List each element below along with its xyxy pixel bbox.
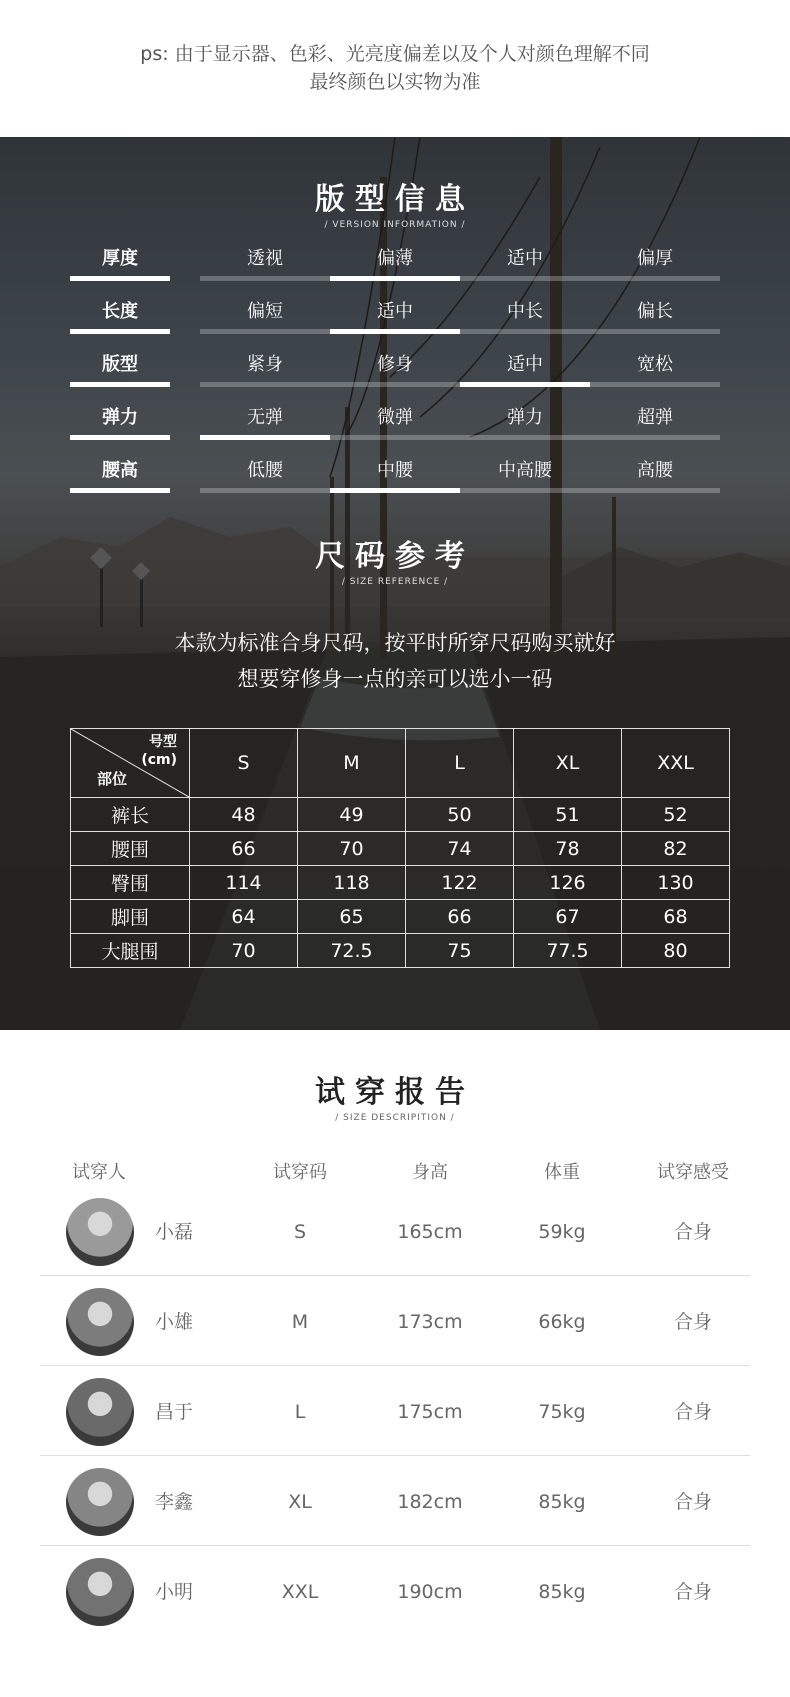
try-on-feel: 合身 bbox=[673, 1491, 712, 1513]
try-on-weight: 66kg bbox=[538, 1311, 586, 1333]
avatar bbox=[66, 1288, 134, 1356]
version-row-label: 厚度 bbox=[102, 248, 138, 269]
size-value-cell: 122 bbox=[406, 866, 514, 900]
version-option: 超弹 bbox=[637, 407, 673, 428]
version-info-subtitle: / VERSION INFORMATION / bbox=[324, 220, 466, 230]
size-value-cell: 70 bbox=[190, 934, 298, 968]
size-value-cell: 50 bbox=[406, 798, 514, 832]
try-on-feel: 合身 bbox=[673, 1221, 712, 1243]
size-value-cell: 118 bbox=[298, 866, 406, 900]
version-option: 透视 bbox=[247, 248, 283, 269]
corner-unit-label: (cm) bbox=[141, 752, 177, 768]
version-selected-indicator bbox=[330, 488, 460, 493]
try-on-column-header: 试穿码 bbox=[273, 1162, 327, 1183]
try-on-size: M bbox=[291, 1311, 309, 1333]
try-on-column-header: 试穿人 bbox=[72, 1162, 126, 1183]
size-table-row bbox=[71, 832, 730, 866]
try-on-column-header: 身高 bbox=[412, 1162, 448, 1183]
try-on-weight: 85kg bbox=[538, 1491, 586, 1513]
size-value-cell: 66 bbox=[406, 900, 514, 934]
size-table-row bbox=[71, 900, 730, 934]
version-row bbox=[70, 453, 720, 493]
size-value-cell: 130 bbox=[622, 866, 730, 900]
try-on-height: 190cm bbox=[397, 1581, 463, 1603]
size-value-cell: 72.5 bbox=[298, 934, 406, 968]
version-option: 微弹 bbox=[377, 407, 413, 428]
size-value-cell: 78 bbox=[514, 832, 622, 866]
version-option: 修身 bbox=[377, 354, 413, 375]
version-row-label: 弹力 bbox=[102, 407, 138, 428]
try-on-height: 173cm bbox=[397, 1311, 463, 1333]
size-value-cell: 52 bbox=[622, 798, 730, 832]
try-on-column-header: 试穿感受 bbox=[657, 1162, 729, 1183]
size-column-header: XL bbox=[514, 729, 622, 798]
row-divider bbox=[40, 1365, 750, 1366]
size-value-cell: 66 bbox=[190, 832, 298, 866]
size-ref-heading: 尺码参考 bbox=[315, 539, 475, 574]
row-divider bbox=[40, 1455, 750, 1456]
try-on-height: 182cm bbox=[397, 1491, 463, 1513]
size-ref-description-2: 想要穿修身一点的亲可以选小一码 bbox=[237, 667, 553, 691]
version-option: 适中 bbox=[507, 354, 543, 375]
size-value-cell: 75 bbox=[406, 934, 514, 968]
version-info-title bbox=[0, 182, 790, 230]
version-selected-indicator bbox=[330, 329, 460, 334]
version-option: 适中 bbox=[377, 301, 413, 322]
version-option: 偏长 bbox=[637, 301, 673, 322]
version-option: 高腰 bbox=[637, 460, 673, 481]
size-value-cell: 68 bbox=[622, 900, 730, 934]
avatar bbox=[66, 1558, 134, 1626]
try-on-weight: 85kg bbox=[538, 1581, 586, 1603]
version-row-label-underline bbox=[70, 435, 170, 440]
try-on-heading: 试穿报告 bbox=[315, 1075, 475, 1110]
try-on-column-header: 体重 bbox=[544, 1162, 580, 1183]
version-option: 偏短 bbox=[247, 301, 283, 322]
size-column-header: XXL bbox=[622, 729, 730, 798]
size-value-cell: 74 bbox=[406, 832, 514, 866]
avatar bbox=[66, 1468, 134, 1536]
size-value-cell: 77.5 bbox=[514, 934, 622, 968]
version-option: 偏厚 bbox=[637, 248, 673, 269]
size-value-cell: 49 bbox=[298, 798, 406, 832]
size-part-label: 腰围 bbox=[71, 832, 190, 866]
try-on-height: 175cm bbox=[397, 1401, 463, 1423]
version-option: 适中 bbox=[507, 248, 543, 269]
size-part-label: 脚围 bbox=[71, 900, 190, 934]
version-row-label-underline bbox=[70, 276, 170, 281]
size-table-row bbox=[71, 866, 730, 900]
version-info-heading: 版型信息 bbox=[315, 182, 475, 217]
version-row bbox=[70, 241, 720, 281]
try-on-row bbox=[40, 1458, 750, 1546]
size-value-cell: 48 bbox=[190, 798, 298, 832]
version-row bbox=[70, 294, 720, 334]
size-value-cell: 82 bbox=[622, 832, 730, 866]
size-table bbox=[70, 728, 730, 968]
color-note-line-1: ps: 由于显示器、色彩、光亮度偏差以及个人对颜色理解不同 bbox=[140, 43, 650, 65]
size-table-row bbox=[71, 798, 730, 832]
try-on-size: S bbox=[293, 1221, 307, 1243]
version-selected-indicator bbox=[200, 435, 330, 440]
try-on-weight: 59kg bbox=[538, 1221, 586, 1243]
size-part-label: 臀围 bbox=[71, 866, 190, 900]
try-on-name: 小雄 bbox=[155, 1311, 194, 1333]
try-on-title bbox=[0, 1075, 790, 1123]
size-column-header: M bbox=[298, 729, 406, 798]
try-on-name: 李鑫 bbox=[155, 1491, 194, 1513]
version-row bbox=[70, 347, 720, 387]
try-on-row bbox=[40, 1548, 750, 1636]
try-on-size: L bbox=[294, 1401, 306, 1423]
try-on-size: XL bbox=[288, 1491, 312, 1513]
try-on-height: 165cm bbox=[397, 1221, 463, 1243]
version-row-label-underline bbox=[70, 382, 170, 387]
try-on-row bbox=[40, 1278, 750, 1366]
version-option: 无弹 bbox=[247, 407, 283, 428]
try-on-name: 昌于 bbox=[155, 1401, 194, 1423]
try-on-row bbox=[40, 1188, 750, 1276]
try-on-row bbox=[40, 1368, 750, 1456]
version-option: 中长 bbox=[507, 301, 543, 322]
color-note bbox=[0, 0, 790, 137]
size-value-cell: 80 bbox=[622, 934, 730, 968]
version-row-label-underline bbox=[70, 488, 170, 493]
version-row-label: 版型 bbox=[102, 354, 138, 375]
avatar bbox=[66, 1198, 134, 1266]
size-table-corner bbox=[71, 729, 190, 798]
try-on-name: 小磊 bbox=[155, 1221, 194, 1243]
version-option: 中腰 bbox=[377, 460, 413, 481]
row-divider bbox=[40, 1545, 750, 1546]
version-row-label-underline bbox=[70, 329, 170, 334]
size-value-cell: 64 bbox=[190, 900, 298, 934]
size-table-row bbox=[71, 934, 730, 968]
version-selected-indicator bbox=[330, 276, 460, 281]
size-column-header: S bbox=[190, 729, 298, 798]
corner-size-label: 号型 bbox=[149, 734, 177, 750]
try-on-feel: 合身 bbox=[673, 1581, 712, 1603]
color-note-line-2: 最终颜色以实物为准 bbox=[309, 71, 481, 93]
version-row-label: 长度 bbox=[102, 301, 138, 322]
try-on-feel: 合身 bbox=[673, 1401, 712, 1423]
version-option: 紧身 bbox=[247, 354, 283, 375]
size-table-header-row bbox=[71, 729, 730, 798]
size-part-label: 裤长 bbox=[71, 798, 190, 832]
row-divider bbox=[40, 1275, 750, 1276]
version-option: 偏薄 bbox=[377, 248, 413, 269]
size-ref-title bbox=[0, 539, 790, 587]
version-selected-indicator bbox=[460, 382, 590, 387]
version-option: 低腰 bbox=[247, 460, 283, 481]
version-option: 宽松 bbox=[637, 354, 673, 375]
version-row-label: 腰高 bbox=[102, 460, 138, 481]
size-value-cell: 67 bbox=[514, 900, 622, 934]
try-on-subtitle: / SIZE DESCRIPITION / bbox=[335, 1113, 455, 1123]
avatar bbox=[66, 1378, 134, 1446]
size-value-cell: 51 bbox=[514, 798, 622, 832]
size-value-cell: 114 bbox=[190, 866, 298, 900]
size-column-header: L bbox=[406, 729, 514, 798]
version-row bbox=[70, 400, 720, 440]
size-part-label: 大腿围 bbox=[71, 934, 190, 968]
corner-part-label: 部位 bbox=[97, 770, 128, 788]
version-option: 弹力 bbox=[507, 407, 543, 428]
try-on-size: XXL bbox=[281, 1581, 319, 1603]
size-value-cell: 65 bbox=[298, 900, 406, 934]
try-on-name: 小明 bbox=[155, 1581, 194, 1603]
size-value-cell: 126 bbox=[514, 866, 622, 900]
size-ref-subtitle: / SIZE REFERENCE / bbox=[341, 577, 449, 587]
version-option: 中高腰 bbox=[498, 460, 552, 481]
try-on-feel: 合身 bbox=[673, 1311, 712, 1333]
size-value-cell: 70 bbox=[298, 832, 406, 866]
size-ref-description-1: 本款为标准合身尺码，按平时所穿尺码购买就好 bbox=[174, 631, 616, 655]
try-on-weight: 75kg bbox=[538, 1401, 586, 1423]
